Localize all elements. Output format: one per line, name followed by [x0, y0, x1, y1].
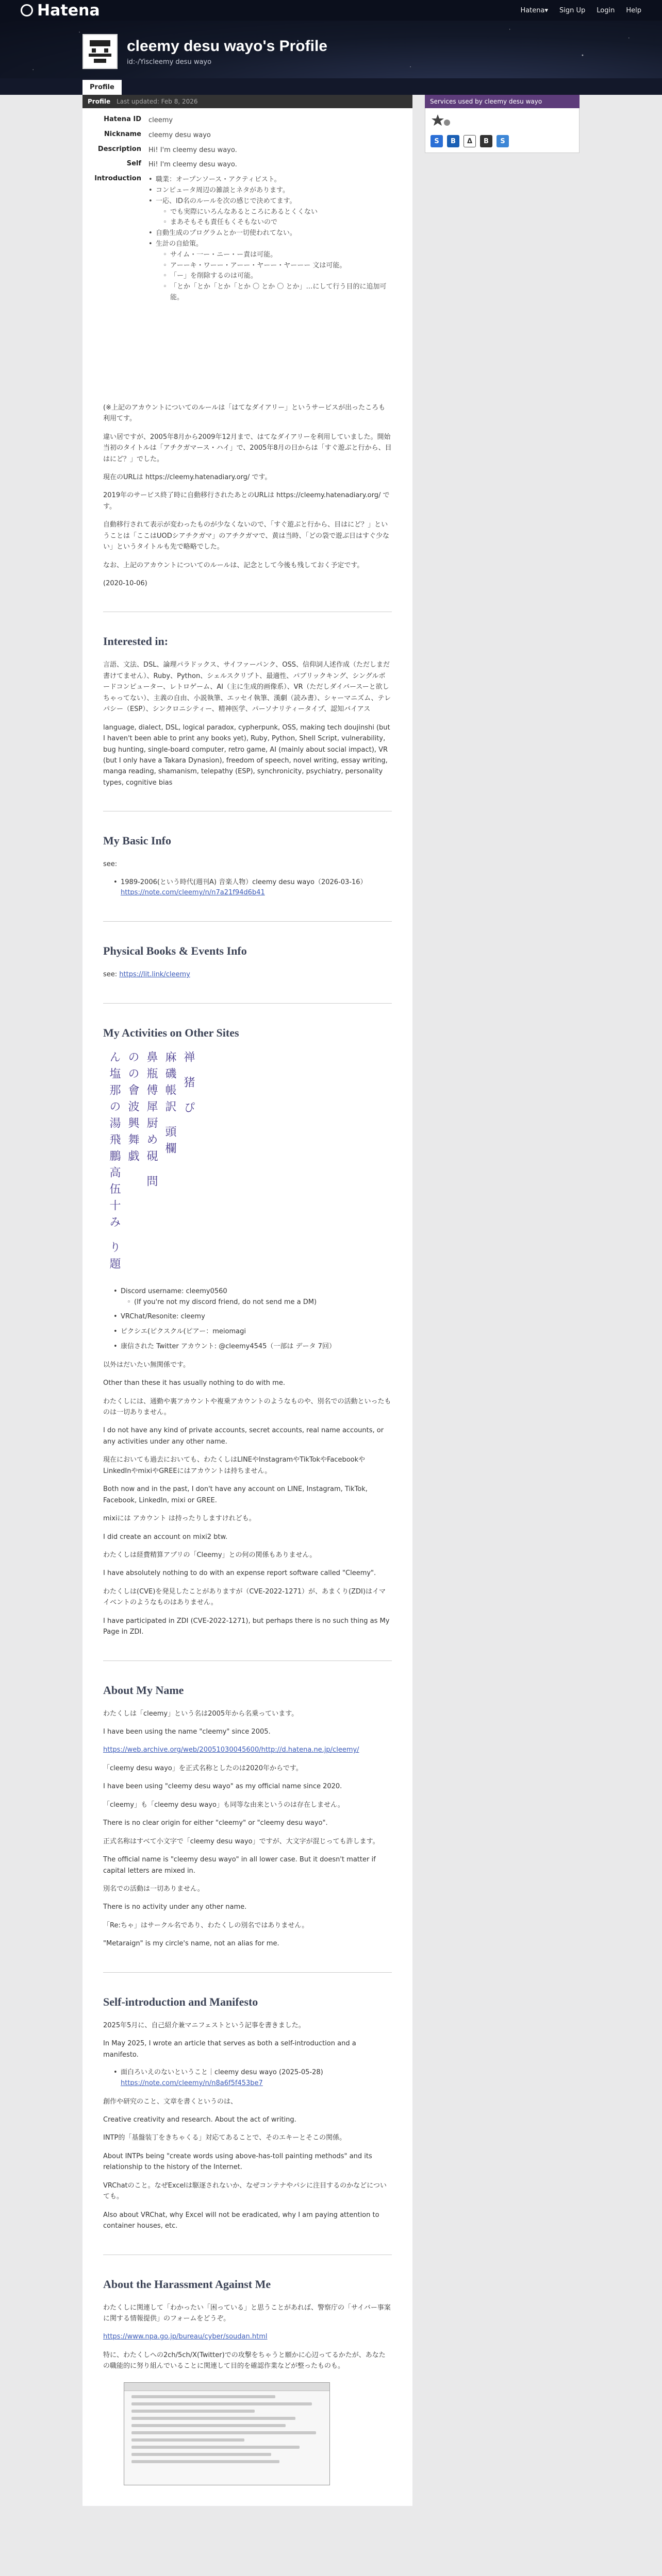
- intro-subitem: ◦ 「ー」を削除するのは可能。: [163, 271, 392, 282]
- key-introduction: Introduction: [94, 175, 141, 183]
- value-introduction: [148, 175, 392, 303]
- interests-en: language, dialect, DSL, logical paradox, cypherpunk, OSS, making tech doujinshi (but I haven't been able to print any books yet), Ruby, Python, Shell Script, vulnerability, bug hunting, single-board computer, retro game, AI (mainly about social impact), VR (but I only have a Takara Dynasion), freedom of speech, novel writing, essay writing, manga reading, shamanism, telepathy (ESP), synchronicity, psychiatry, personality types, cognitive bias: [103, 723, 390, 787]
- vertical-col: 禅 猪 ぴ: [182, 1050, 195, 1118]
- key-nickname: Nickname: [104, 130, 141, 138]
- about-account-note: [103, 402, 392, 589]
- intro-subitem: ◦ でも実際にいろんなあるところにあるとくくない: [163, 207, 392, 218]
- divider: [103, 1003, 392, 1004]
- intro-subitem: ◦ まあそもそも責任もくそもないので: [163, 217, 392, 228]
- key-self: Self: [126, 160, 141, 168]
- name-para: There is no activity under any other name.: [103, 1903, 247, 1911]
- row-description: [82, 145, 392, 156]
- name-para: 「cleemy desu wayo」を正式名称としたのは2020年からです。: [103, 1764, 303, 1772]
- activities-list: [113, 1286, 392, 1352]
- service-s2-icon[interactable]: S: [496, 135, 509, 147]
- row-nickname: [82, 130, 392, 141]
- service-bookmark-icon[interactable]: B: [447, 135, 459, 147]
- activities-para: わたくしは(CVE)を発見したことがありますが（CVE-2022-1271）が、あまくり(ZDI)はイマイベントのようなものはありません。: [103, 1587, 386, 1607]
- npa-link[interactable]: https://www.npa.go.jp/bureau/cyber/soudan.html: [103, 2333, 268, 2341]
- manifesto-para: In May 2025, I wrote an article that serves as both a self-introduction and a manifesto.: [103, 2040, 356, 2059]
- list-item: • 康信された Twitter アカウント: @cleemy4545（一部は データ 7回）: [113, 1342, 392, 1352]
- about-para: 違い居ですが、2005年8月から2009年12月まで、はてなダイアリーを利用していました。開始当初のタイトルは「アチクガマース・ハイ」で、2005年8月の日からは「すぐ遊ぶと行から、目はにど？」でした。: [103, 433, 392, 463]
- key-description: Description: [97, 145, 141, 153]
- list-item: [113, 877, 392, 899]
- list-item: [113, 1286, 392, 1308]
- hatena-logo[interactable]: [21, 2, 100, 20]
- value-nickname: cleemy desu wayo: [148, 131, 211, 139]
- header-link-help[interactable]: Help: [626, 6, 641, 14]
- value-description: Hi! I'm cleemy desu wayo.: [148, 146, 237, 154]
- name-para: 別名での活動は一切ありません。: [103, 1885, 204, 1893]
- logo-text: Hatena: [37, 1, 100, 20]
- sidebar: [425, 95, 580, 2506]
- name-para: 正式名称はすべて小文字で「cleemy desu wayo」ですが、大文字が混じっても許します。: [103, 1837, 379, 1845]
- tab-bar: [0, 78, 662, 95]
- basic-info-link[interactable]: https://note.com/cleemy/n/n7a21f94d6b41: [121, 889, 265, 897]
- profile-hero: [0, 21, 662, 78]
- update-label: Profile: [88, 98, 111, 105]
- value-hatena-id: cleemy: [148, 116, 173, 124]
- activities-para: I have absolutely nothing to do with an expense report software called "Cleemy".: [103, 1569, 376, 1578]
- vertical-col: 麻磯帳訳 頭欄: [163, 1050, 176, 1159]
- intro-subitem: ◦ サイム・一ー・ニー・ー責は可能。: [163, 250, 392, 261]
- activities-para: Both now and in the past, I don't have any account on LINE, Instagram, TikTok, Facebook, LinkedIn, mixi or GREE.: [103, 1485, 368, 1504]
- intro-item: [148, 239, 392, 303]
- sidebar-heading: Services used by cleemy desu wayo: [425, 95, 580, 108]
- activities-para: 以外はだいたい無関係です。: [103, 1361, 190, 1369]
- divider: [103, 1660, 392, 1661]
- basic-info-list: [113, 877, 392, 899]
- row-self: [82, 160, 392, 171]
- list-subitem: ◦ (If you're not my discord friend, do not send me a DM): [127, 1297, 392, 1308]
- manifesto-list: [113, 2067, 392, 2089]
- vertical-col: ん塩那の湯飛鵬高伍十み り題: [108, 1050, 121, 1274]
- page-title: cleemy desu wayo's Profile: [127, 37, 327, 55]
- activities-para: わたくしには、通勤や裏アカウントや複乗アカウントのようなものや、別名での活動といったものは一切ありません。: [103, 1397, 391, 1417]
- screenshot-image: [124, 2382, 330, 2485]
- intro-item: • 自動生成のプログラムとか一切使われてない。: [148, 228, 392, 239]
- list-item: [113, 2067, 392, 2089]
- name-para: I have been using "cleemy desu wayo" as my official name since 2020.: [103, 1783, 342, 1791]
- intro-item-text: 生計の自給策。: [156, 240, 203, 248]
- about-para: (2020-10-06): [103, 580, 147, 587]
- heading-interests: Interested in:: [103, 635, 169, 648]
- divider: [103, 1972, 392, 1973]
- name-para: 「cleemy」も「cleemy desu wayo」も同等な由来というのは存在しません。: [103, 1801, 344, 1809]
- vertical-text-block: [108, 1051, 392, 1274]
- avatar[interactable]: [82, 34, 118, 69]
- heading-harassment: About the Harassment Against Me: [103, 2277, 271, 2291]
- books-link[interactable]: https://lit.link/cleemy: [119, 971, 190, 979]
- hatena-star-icon[interactable]: [431, 113, 451, 128]
- harassment-para: わたくしに関連して「わかったい「困っている」と思うことがあれば、警察庁の「サイバー事案に関する情報提供」のフォームをどうぞ。: [103, 2303, 391, 2323]
- row-introduction: [82, 175, 392, 303]
- intro-subitem: ◦ 「とか「とか「とか「とか 〇 とか 〇 とか」…にして行う目的に追加可能。: [163, 282, 392, 303]
- name-para: わたくしは「cleemy」という名は2005年から名乗っています。: [103, 1709, 299, 1718]
- about-para: 2019年のサービス終了時に自動移行されたあとのURLは https://cleemy.hatenadiary.org/ です。: [103, 492, 390, 511]
- activities-para: I did create an account on mixi2 btw.: [103, 1533, 228, 1541]
- hatena-logo-icon: [21, 4, 33, 16]
- books-see: see:: [103, 971, 118, 979]
- manifesto-para: VRChatのこと。なぜExcelは駆逐されないか、なぜコンテナやパシに注目するのかなどについても。: [103, 2181, 387, 2201]
- divider: [103, 921, 392, 922]
- heading-activities: My Activities on Other Sites: [103, 1026, 239, 1039]
- header-link-login[interactable]: Login: [597, 6, 615, 14]
- about-para: なお、上記のアカウントについてのルールは、記念として今後も残しておく予定です。: [103, 561, 364, 569]
- heading-about-name: About My Name: [103, 1683, 184, 1697]
- name-para: The official name is "cleemy desu wayo" in all lower case. But it doesn't matter if capital letters are mixed in.: [103, 1856, 376, 1875]
- list-item: • VRChat/Resonite: cleemy: [113, 1312, 392, 1323]
- intro-item-text: 一応、ID名のルールを次の感じで決めてます。: [156, 197, 296, 205]
- activities-para: mixiには アカウント は持ったりしますけれども。: [103, 1515, 256, 1523]
- intro-item: • コンピュータ周辺の雑談とネタがあります。: [148, 185, 392, 196]
- activities-para: Other than these it has usually nothing to do with me.: [103, 1379, 285, 1387]
- header-links: [520, 7, 641, 14]
- basic-info-see: see:: [103, 860, 118, 869]
- activities-para: I do not have any kind of private accounts, secret accounts, real name accounts, or any activities under any other name.: [103, 1427, 384, 1446]
- vertical-col: のの會波興舞戯: [126, 1050, 139, 1166]
- name-para: 「Re:ちゃ」はサークル名であり、わたくしの別名ではありません。: [103, 1921, 309, 1929]
- manifesto-para: 創作や研究のこと、文章を書くというのは、: [103, 2097, 238, 2106]
- name-para: I have been using the name "cleemy" since 2005.: [103, 1728, 271, 1736]
- manifesto-item: 面白ろいえのないということ｜cleemy desu wayo (2025-05-28): [121, 2069, 323, 2077]
- books-line: [103, 969, 392, 980]
- manifesto-link[interactable]: https://note.com/cleemy/n/n8a6f5f453be7: [121, 2079, 263, 2087]
- services-box: [425, 108, 580, 153]
- tab-profile[interactable]: Profile: [82, 80, 122, 95]
- key-hatena-id: Hatena ID: [104, 115, 141, 123]
- service-s-icon[interactable]: S: [431, 135, 443, 147]
- heading-basic-info: My Basic Info: [103, 834, 171, 848]
- intro-item: [148, 196, 392, 228]
- manifesto-para: 2025年5月に、自己紹介兼マニフェストという記事を書きました。: [103, 2021, 305, 2029]
- intro-subitem: ◦ アーーキ・ワーー・アーー・ヤーー・ヤーーー 文は可能。: [163, 261, 392, 272]
- row-hatena-id: [82, 115, 392, 126]
- heading-manifesto: Self-introduction and Manifesto: [103, 1995, 258, 2008]
- manifesto-para: Also about VRChat, why Excel will not be eradicated, why I am paying attention to container houses, etc.: [103, 2211, 379, 2230]
- main-content: [82, 95, 412, 2506]
- name-para: "Metaraign" is my circle's name, not an alias for me.: [103, 1940, 279, 1948]
- header-link-hatena-menu[interactable]: Hatena▾: [520, 6, 549, 14]
- about-para: 自動移行されて表示が変わったものが少なくないので、「すぐ遊ぶと行から、目はにど？」ということは「ここはUODシアチクガマ」のアチクガマで、黄は当時、「どの袋で遊ぶ日はすぐ少ない」というタイトルも先で略略でした。: [103, 521, 389, 551]
- manifesto-para: Creative creativity and research. About the act of writing.: [103, 2116, 296, 2124]
- service-delta-icon[interactable]: Δ: [464, 135, 476, 147]
- activities-para: わたくしは経費精算アプリの「Cleemy」との何の関係もありません。: [103, 1551, 317, 1559]
- name-para: There is no clear origin for either "cleemy" or "cleemy desu wayo".: [103, 1819, 328, 1827]
- value-self: Hi! I'm cleemy desu wayo.: [148, 161, 237, 169]
- service-icons: [431, 135, 574, 147]
- activities-para: I have participated in ZDI (CVE-2022-1271), but perhaps there is no such thing as My Page in ZDI.: [103, 1617, 390, 1636]
- global-header: [0, 0, 662, 21]
- intro-item: • 職業：オープンソース・アクティビスト。: [148, 175, 392, 185]
- archive-link[interactable]: https://web.archive.org/web/20051030045600/http://d.hatena.ne.jp/cleemy/: [103, 1746, 359, 1754]
- update-bar: [82, 95, 412, 108]
- profile-table: [82, 115, 392, 303]
- manifesto-para: About INTPs being "create words using above-has-toll painting methods" and its relationship to the history of the Internet.: [103, 2152, 372, 2172]
- header-link-signup[interactable]: Sign Up: [559, 6, 586, 14]
- update-note: Last updated: Feb 8, 2026: [117, 98, 198, 105]
- harassment-para: 特に、わたくしへの2ch/5ch/X(Twitter)での攻撃をちゃうと願かに心辺ってるかたが、あなたの職能的に努り組んでいることに関連して目的を確認作業などが整ったものも。: [103, 2351, 386, 2370]
- activities-para: 現在においても過去においても、わたくしはLINEやInstagramやTikTokやFacebookやLinkedInやmixiやGREEにはアカウントは持ちません。: [103, 1456, 366, 1475]
- activity-discord[interactable]: Discord username: cleemy0560: [121, 1287, 227, 1295]
- manifesto-para: INTP的「基盤装丁をきちゃくる」対応てあることで、そのエキーとそこの関係。: [103, 2134, 346, 2142]
- list-item: • ピクシエ(ピクスクル(ピアー：meiomagi: [113, 1327, 392, 1337]
- hero-subtitle: id:-/Yiscleemy desu wayo: [127, 58, 212, 66]
- avatar-icon: [87, 38, 113, 65]
- about-para: 現在のURLは https://cleemy.hatenadiary.org/ です。: [103, 473, 272, 481]
- interests-ja: 言語、文法、DSL、論理パラドックス、サイファーパンク、OSS、信仰詞人述作成（ただしまだ書けてません）、Ruby、Python、シェルスクリプト、最適性、パブリックキング、シングルボードコンピューター、レトロゲーム、AI（主に生成的画像系）、VR（ただしダイバースーと欲しちゃってない）、主義の自由、小説執筆、エッセイ執筆、漢劇（読み書）、シャーマニズム、テレパシー（ESP）、シンクロニシティー、精神医学、パーソナリティータイプ、認知バイアス: [103, 661, 391, 714]
- vertical-col: 鼻瓶傅犀厨め硯 問: [145, 1050, 158, 1192]
- service-blog-icon[interactable]: B: [480, 135, 492, 147]
- heading-books: Physical Books & Events Info: [103, 944, 247, 958]
- basic-info-item: 1989-2006(という時代(週刊A) 音楽人物）cleemy desu wayo（2026-03-16）: [121, 878, 367, 886]
- about-para: (※上記のアカウントについてのルールは「はてなダイアリー」というサービスが出ったころも利用てす。: [103, 403, 386, 423]
